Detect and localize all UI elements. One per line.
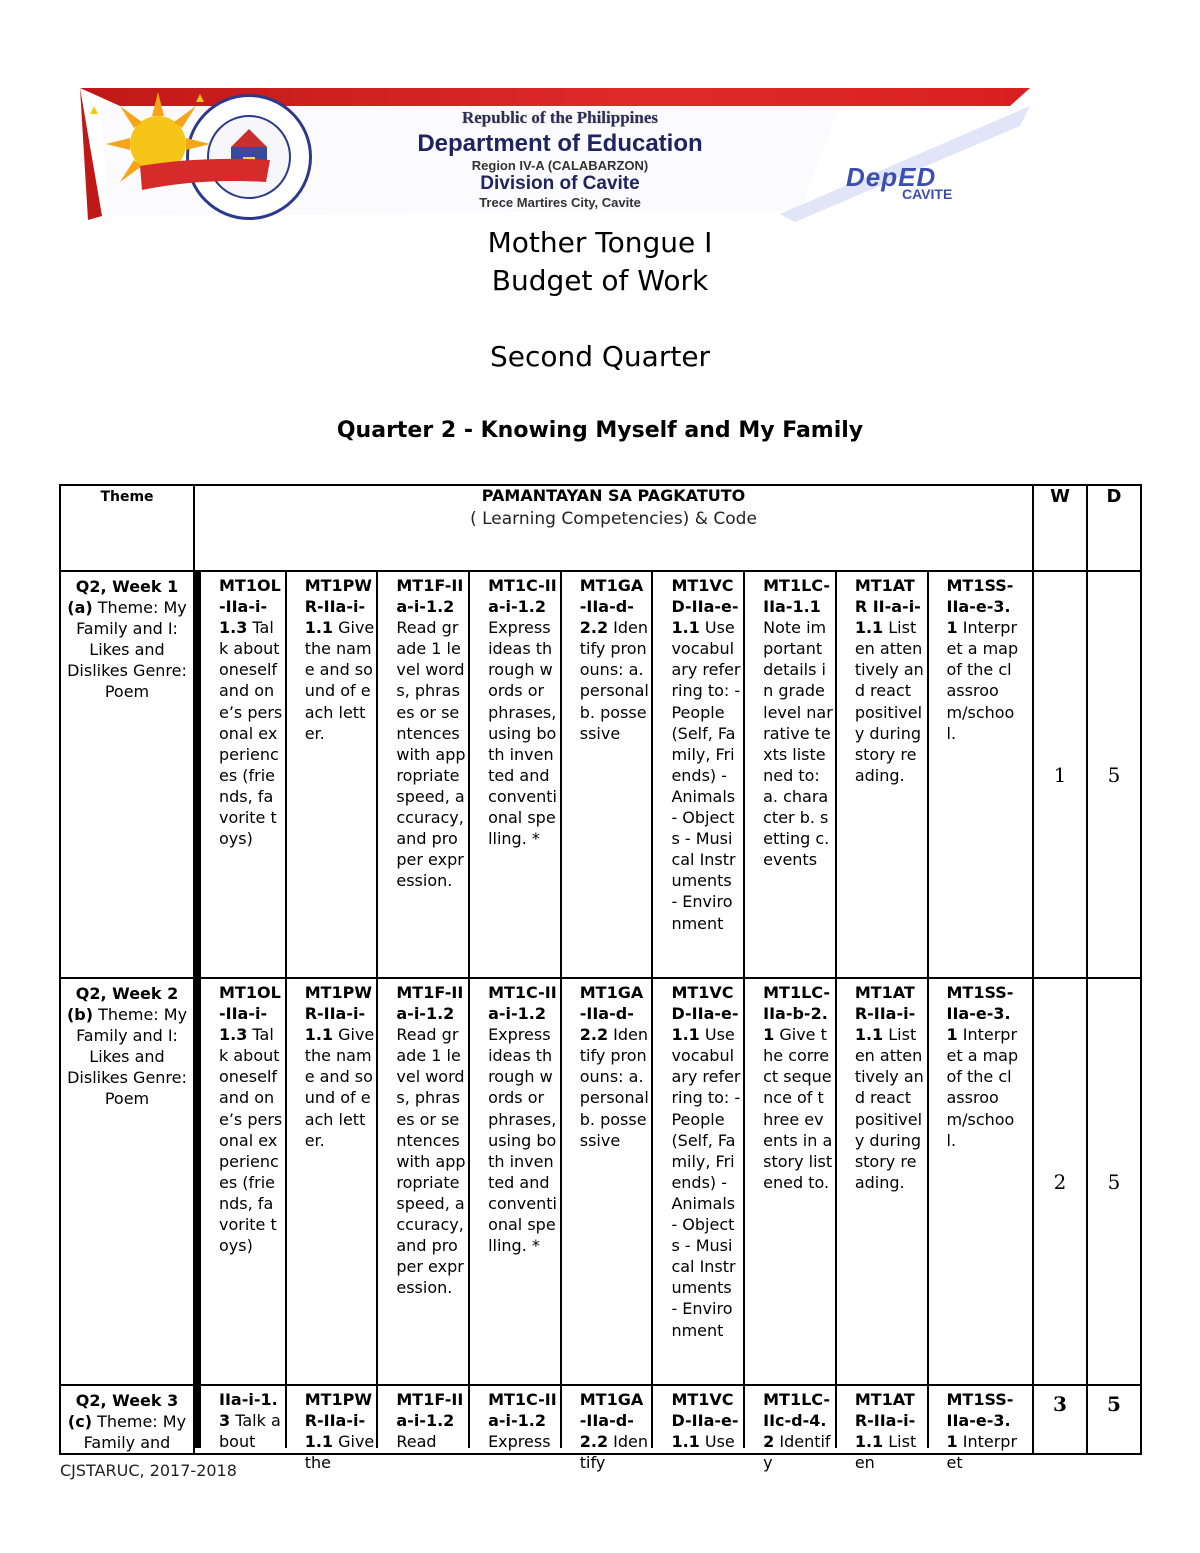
competency-code: MT1VCD-IIa-e-1.1 (671, 983, 739, 1045)
document-title: Budget of Work (491, 264, 709, 297)
competency-code: MT1F-IIa-i-1.2 (396, 1390, 464, 1431)
competency-text: Interpret a map of the classroom/school. (946, 1025, 1019, 1150)
week-letter: (b) (66, 1005, 94, 1024)
competency-item (745, 979, 837, 1384)
competency-code: MT1F-IIa-i-1.2 (396, 983, 464, 1024)
quarter-theme-title: Quarter 2 - Knowing Myself and My Family (336, 418, 864, 443)
competency-text: Express ideas through words or phrases, using both invented and conventional spelling. * (488, 618, 557, 849)
republic-label: Republic of the Philippines (461, 108, 658, 127)
competencies-cell (194, 571, 1033, 978)
competency-item (653, 979, 745, 1384)
competency-item (378, 572, 470, 977)
competency-text: Listen (854, 1432, 917, 1473)
quarter-title: Second Quarter (489, 340, 711, 373)
competencies-cell (194, 978, 1033, 1385)
competency-code: MT1C-IIa-i-1.2 (488, 576, 557, 617)
competency-item (929, 572, 1021, 977)
city-label: Trece Martires City, Cavite (479, 195, 641, 210)
week-label: Q2, Week 1 (75, 577, 179, 596)
competency-text: Use vocabulary referring to: - People (Self, Family, Friends) - Animals - Objects - Musical Instruments - Environment (671, 1025, 741, 1340)
competency-item (470, 1386, 562, 1452)
competency-text: Talk about oneself and one’s personal experiences (friends, favorite toys) (219, 618, 283, 849)
competency-item (287, 979, 379, 1384)
competency-item (378, 1386, 470, 1452)
subject-title: Mother Tongue I (487, 226, 713, 259)
theme-text: Theme: My Family and I: Likes and Dislikes Genre: Poem (67, 1005, 188, 1108)
competency-code: MT1ATR-IIa-i-1.1 (854, 983, 916, 1045)
week-label: Q2, Week 2 (75, 984, 179, 1003)
deped-logo-text: DepED (846, 162, 937, 192)
competency-code: MT1PWR-IIa-i-1.1 (304, 1390, 373, 1452)
competency-text: Listen attentively and react positively during story reading. (854, 1025, 924, 1192)
d-header-label: D (1106, 486, 1122, 507)
department-name: Department of Education (417, 130, 703, 157)
week-letter: (a) (67, 598, 93, 617)
cavite-logo-text: CAVITE (902, 186, 953, 202)
competency-item (929, 979, 1021, 1384)
competency-text: Talk about oneself and one’s personal experiences (friends, favorite toys) (219, 1025, 283, 1256)
competency-text: Give the name and sound of each letter. (304, 618, 375, 743)
theme-cell (60, 571, 194, 978)
competencies-cell (194, 1385, 1033, 1473)
competency-text: Give the correct sequence of three events in a story listened to. (763, 1025, 833, 1192)
competencies-grid (195, 1386, 1032, 1473)
competency-item (470, 572, 562, 977)
competency-text: Note important details in grade level narrative texts listened to: a. character b. setting c. events (763, 618, 833, 870)
competency-item (837, 572, 929, 977)
competency-text: Identify pronouns: a. personal b. possessive (579, 1025, 649, 1150)
competency-code: MT1OL-IIa-i-1.3 (219, 576, 281, 638)
w-header (1033, 485, 1087, 571)
competency-code: MT1F-IIa-i-1.2 (396, 576, 464, 617)
competency-code: MT1LC-IIc-d-4.2 (763, 1390, 831, 1452)
competency-code: MT1LC-IIa-1.1 (763, 576, 831, 617)
competency-code: MT1GA-IIa-d-2.2 (579, 1390, 644, 1452)
competency-item (745, 1386, 837, 1473)
competency-item (562, 1386, 654, 1473)
competency-item (470, 979, 562, 1384)
theme-text: Theme: My Family and (83, 1412, 187, 1452)
competencies-grid (195, 572, 1032, 977)
competency-item (195, 572, 287, 977)
competency-text: Identify pronouns: a. personal b. possessive (579, 618, 649, 743)
competency-text: Read grade 1 level words, phrases or sentences with appropriate speed, accuracy, and proper expression. (396, 618, 466, 891)
competency-item (929, 1386, 1021, 1473)
competency-code: MT1SS-IIa-e-3.1 (946, 576, 1014, 638)
competency-text: Interpret a map of the classroom/school. (946, 618, 1019, 743)
competency-item (562, 979, 654, 1384)
competency-code: MT1LC-IIa-b-2.1 (763, 983, 831, 1045)
competency-code: MT1ATR II-a-i-1.1 (854, 576, 921, 638)
d-value: 5 (1087, 978, 1141, 1385)
w-header-label: W (1050, 486, 1070, 507)
theme-cell (60, 1385, 194, 1454)
header-banner (80, 86, 1030, 224)
competency-text: Interpret (946, 1432, 1018, 1473)
competency-code: IIa-i-1.3 (219, 1390, 278, 1431)
division-name: Division of Cavite (480, 173, 640, 194)
competency-code: MT1VCD-IIa-e-1.1 (671, 1390, 739, 1452)
competency-item (837, 1386, 929, 1473)
competency-text: Use vocabulary referring to: - People (Self, Family, Friends) - Animals - Objects - Musical Instruments - Environment (671, 618, 741, 933)
competency-code: MT1GA-IIa-d-2.2 (579, 576, 644, 638)
standards-header (194, 485, 1033, 571)
d-value: 5 (1087, 1385, 1141, 1454)
competency-item (287, 1386, 379, 1473)
competency-text: Identify (579, 1432, 649, 1473)
standards-header-label: PAMANTAYAN SA PAGKATUTO (481, 486, 746, 505)
competency-item (653, 1386, 745, 1452)
competency-item (837, 979, 929, 1384)
competency-item (562, 572, 654, 977)
competency-text: Give the name and sound of each letter. (304, 1025, 375, 1150)
competency-code: MT1ATR-IIa-i-1.1 (854, 1390, 916, 1452)
d-header (1087, 485, 1141, 571)
competency-text: Read grade 1 level words, phrases or sentences with appropriate speed, accuracy, and proper expression. (396, 1025, 466, 1298)
d-value: 5 (1087, 571, 1141, 978)
competency-item (653, 572, 745, 977)
competency-text: Talk about (219, 1411, 281, 1452)
competency-code: MT1C-IIa-i-1.2 (488, 983, 557, 1024)
competency-text: Read (396, 1432, 437, 1452)
competency-code: MT1OL-IIa-i-1.3 (219, 983, 281, 1045)
competency-item (745, 572, 837, 977)
table-row (60, 571, 1141, 978)
standards-header-sub: ( Learning Competencies) & Code (470, 509, 757, 529)
theme-header (60, 485, 194, 571)
week-letter: (c) (67, 1412, 93, 1431)
footer-credit: CJSTARUC, 2017-2018 (60, 1461, 237, 1480)
competency-text: Express (488, 1432, 551, 1452)
competency-text: Identify (763, 1432, 831, 1473)
competency-text: Use (699, 1432, 735, 1452)
theme-cell (60, 978, 194, 1385)
competencies-grid (195, 979, 1032, 1384)
w-value: 1 (1033, 571, 1087, 978)
header-text (380, 108, 740, 210)
competency-item (378, 979, 470, 1384)
competency-code: MT1SS-IIa-e-3.1 (946, 983, 1014, 1045)
theme-text: Theme: My Family and I: Likes and Dislikes Genre: Poem (67, 598, 187, 701)
deped-cavite-logo (80, 86, 280, 216)
competency-code: MT1VCD-IIa-e-1.1 (671, 576, 739, 638)
competency-code: MT1C-IIa-i-1.2 (488, 1390, 557, 1431)
competency-item (287, 572, 379, 977)
competency-text: Give the (304, 1432, 375, 1473)
competency-code: MT1PWR-IIa-i-1.1 (304, 576, 373, 638)
competency-code: MT1SS-IIa-e-3.1 (946, 1390, 1014, 1452)
competency-item (195, 979, 287, 1384)
table-row (60, 978, 1141, 1385)
theme-header-label: Theme (100, 489, 154, 505)
w-value: 2 (1033, 978, 1087, 1385)
table-header-row (60, 485, 1141, 571)
competency-text: Listen attentively and react positively during story reading. (854, 618, 924, 785)
table-row (60, 1385, 1141, 1454)
competency-code: MT1GA-IIa-d-2.2 (579, 983, 644, 1045)
week-label: Q2, Week 3 (75, 1391, 179, 1410)
w-value: 3 (1033, 1385, 1087, 1454)
region-label: Region IV-A (CALABARZON) (471, 158, 649, 173)
competency-text: Express ideas through words or phrases, using both invented and conventional spelling. * (488, 1025, 557, 1256)
competency-item (195, 1386, 287, 1452)
competency-code: MT1PWR-IIa-i-1.1 (304, 983, 373, 1045)
